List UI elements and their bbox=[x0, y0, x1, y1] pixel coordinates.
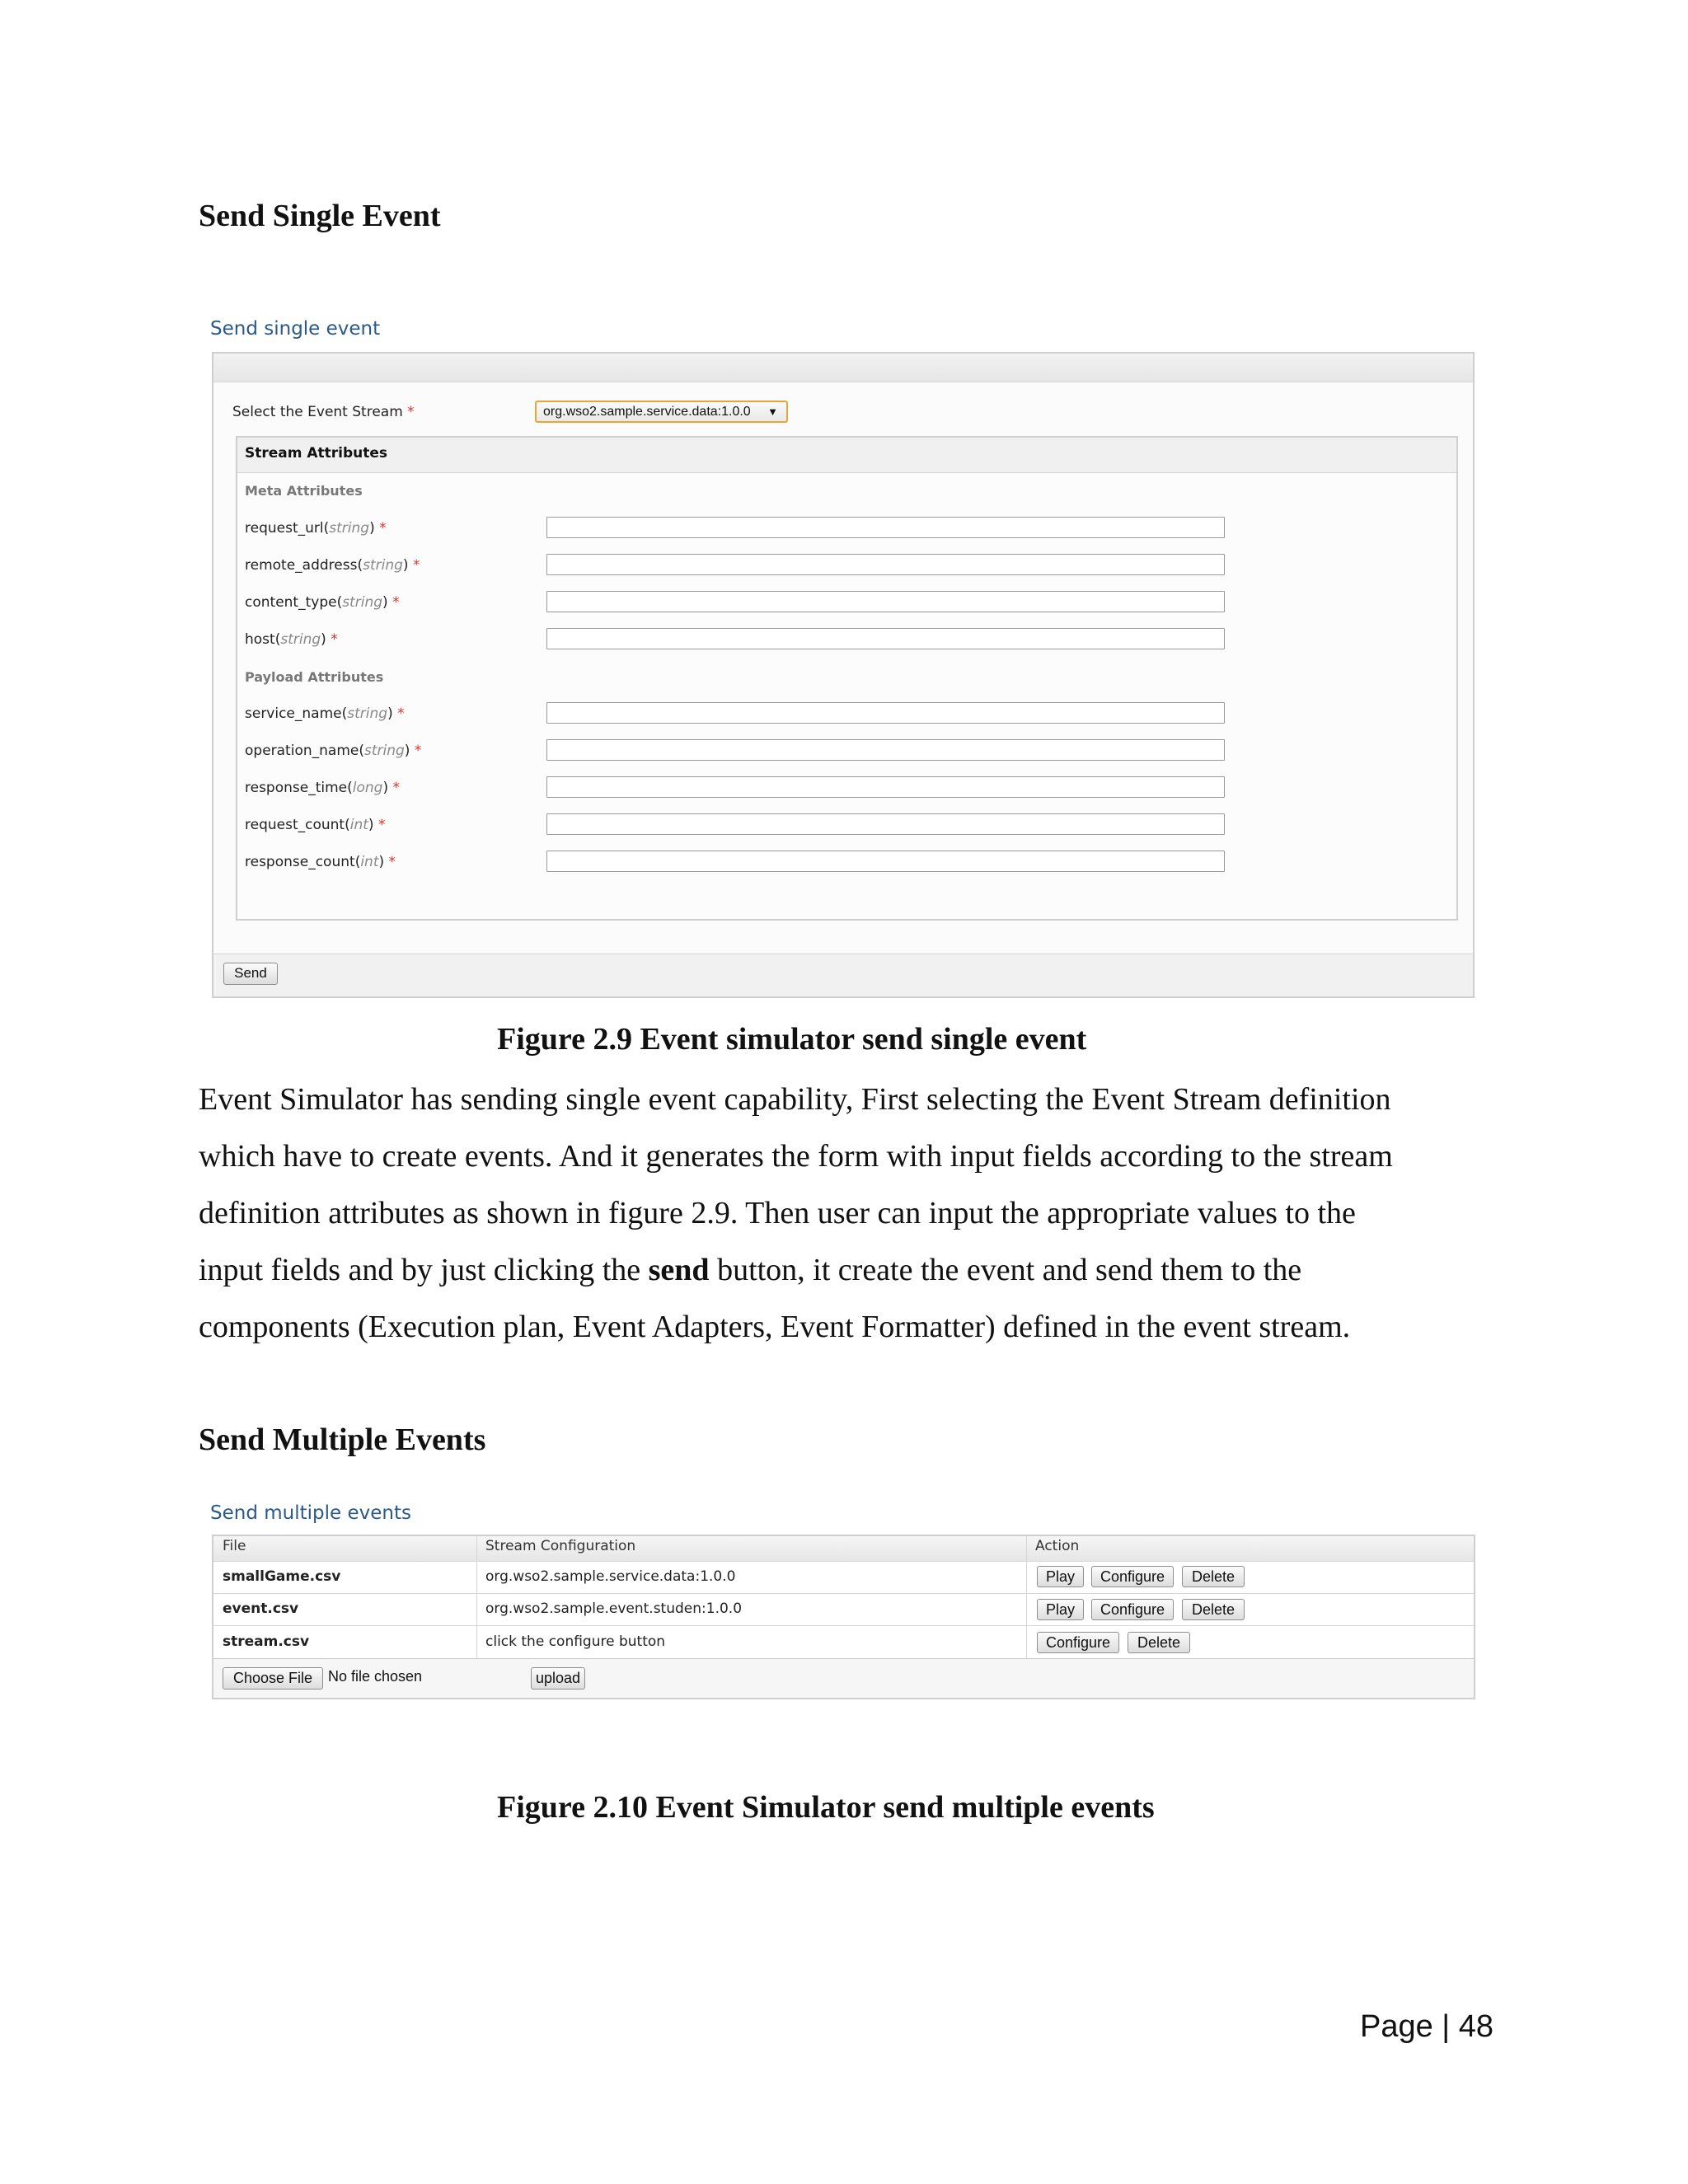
column-divider bbox=[1026, 1536, 1027, 1658]
attr-label-response-time: response_time(long) * bbox=[245, 780, 401, 796]
dropdown-arrow-icon: ▼ bbox=[767, 405, 778, 418]
paragraph-line-5: components (Execution plan, Event Adapters, Event Formatter) defined in the event stream. bbox=[199, 1310, 1351, 1344]
input-operation-name[interactable] bbox=[546, 739, 1225, 761]
column-header-file: File bbox=[223, 1538, 246, 1554]
send-bar bbox=[213, 954, 1473, 996]
delete-button[interactable]: Delete bbox=[1128, 1632, 1190, 1653]
attr-label-service-name: service_name(string) * bbox=[245, 705, 405, 722]
configure-button[interactable]: Configure bbox=[1091, 1566, 1174, 1587]
row-divider bbox=[213, 1625, 1474, 1626]
stream-config: org.wso2.sample.service.data:1.0.0 bbox=[485, 1568, 736, 1585]
attr-label-host: host(string) * bbox=[245, 631, 338, 648]
meta-attributes-title: Meta Attributes bbox=[245, 483, 363, 499]
stream-attributes-fieldset bbox=[236, 436, 1458, 921]
input-service-name[interactable] bbox=[546, 702, 1225, 724]
stream-config: org.wso2.sample.event.studen:1.0.0 bbox=[485, 1601, 743, 1617]
panel-header-bar bbox=[213, 354, 1473, 382]
row-divider bbox=[213, 1561, 1474, 1562]
table-header-row bbox=[213, 1536, 1474, 1561]
configure-button[interactable]: Configure bbox=[1037, 1632, 1119, 1653]
figure-caption-2-10: Figure 2.10 Event Simulator send multiple events bbox=[497, 1790, 1155, 1825]
stream-select[interactable] bbox=[535, 401, 788, 423]
input-request-count[interactable] bbox=[546, 813, 1225, 835]
file-name: smallGame.csv bbox=[223, 1568, 341, 1585]
choose-file-button[interactable]: Choose File bbox=[223, 1667, 323, 1690]
input-content-type[interactable] bbox=[546, 591, 1225, 612]
paragraph-line-2: which have to create events. And it generates the form with input fields according to the stream bbox=[199, 1139, 1393, 1174]
no-file-chosen-text: No file chosen bbox=[328, 1668, 423, 1685]
input-remote-address[interactable] bbox=[546, 554, 1225, 575]
row-divider bbox=[213, 1593, 1474, 1594]
attr-label-content-type: content_type(string) * bbox=[245, 594, 400, 611]
paragraph-line-3: definition attributes as shown in figure 2.9. Then user can input the appropriate values to the bbox=[199, 1196, 1356, 1230]
send-multiple-events-title: Send multiple events bbox=[210, 1502, 411, 1524]
file-name: stream.csv bbox=[223, 1633, 310, 1650]
page-number: Page | 48 bbox=[1360, 2009, 1494, 2044]
attr-label-remote-address: remote_address(string) * bbox=[245, 557, 420, 574]
section-heading-multiple: Send Multiple Events bbox=[199, 1422, 486, 1457]
attr-label-operation-name: operation_name(string) * bbox=[245, 743, 422, 759]
file-name: event.csv bbox=[223, 1601, 299, 1617]
select-stream-label-text: Select the Event Stream bbox=[232, 404, 403, 420]
input-response-time[interactable] bbox=[546, 776, 1225, 798]
required-mark: * bbox=[407, 404, 415, 420]
send-single-event-title: Send single event bbox=[210, 318, 381, 340]
paragraph-line-1: Event Simulator has sending single event capability, First selecting the Event Stream definition bbox=[199, 1082, 1391, 1117]
attr-label-request-count: request_count(int) * bbox=[245, 817, 386, 833]
play-button[interactable]: Play bbox=[1037, 1566, 1084, 1587]
attr-label-response-count: response_count(int) * bbox=[245, 854, 396, 870]
figure-caption-2-9: Figure 2.9 Event simulator send single event bbox=[497, 1022, 1087, 1057]
payload-attributes-title: Payload Attributes bbox=[245, 669, 384, 685]
stream-select-value: org.wso2.sample.service.data:1.0.0 bbox=[543, 405, 751, 419]
delete-button[interactable]: Delete bbox=[1182, 1566, 1245, 1587]
input-host[interactable] bbox=[546, 628, 1225, 649]
stream-config: click the configure button bbox=[485, 1633, 666, 1650]
column-header-action: Action bbox=[1035, 1538, 1080, 1554]
select-stream-label bbox=[232, 404, 415, 420]
send-button[interactable]: Send bbox=[223, 963, 278, 985]
paragraph-line-4: input fields and by just clicking the send button, it create the event and send them to the bbox=[199, 1253, 1302, 1287]
configure-button[interactable]: Configure bbox=[1091, 1599, 1174, 1620]
upload-button[interactable]: upload bbox=[531, 1667, 585, 1690]
column-header-stream-config: Stream Configuration bbox=[485, 1538, 636, 1554]
body-paragraph bbox=[199, 1071, 1493, 1356]
play-button[interactable]: Play bbox=[1037, 1599, 1084, 1620]
stream-attributes-title: Stream Attributes bbox=[245, 445, 388, 462]
section-heading-single: Send Single Event bbox=[199, 199, 441, 233]
attr-label-request-url: request_url(string) * bbox=[245, 520, 387, 537]
stream-attributes-header bbox=[237, 438, 1456, 473]
input-request-url[interactable] bbox=[546, 517, 1225, 538]
column-divider bbox=[476, 1536, 477, 1658]
input-response-count[interactable] bbox=[546, 851, 1225, 872]
delete-button[interactable]: Delete bbox=[1182, 1599, 1245, 1620]
